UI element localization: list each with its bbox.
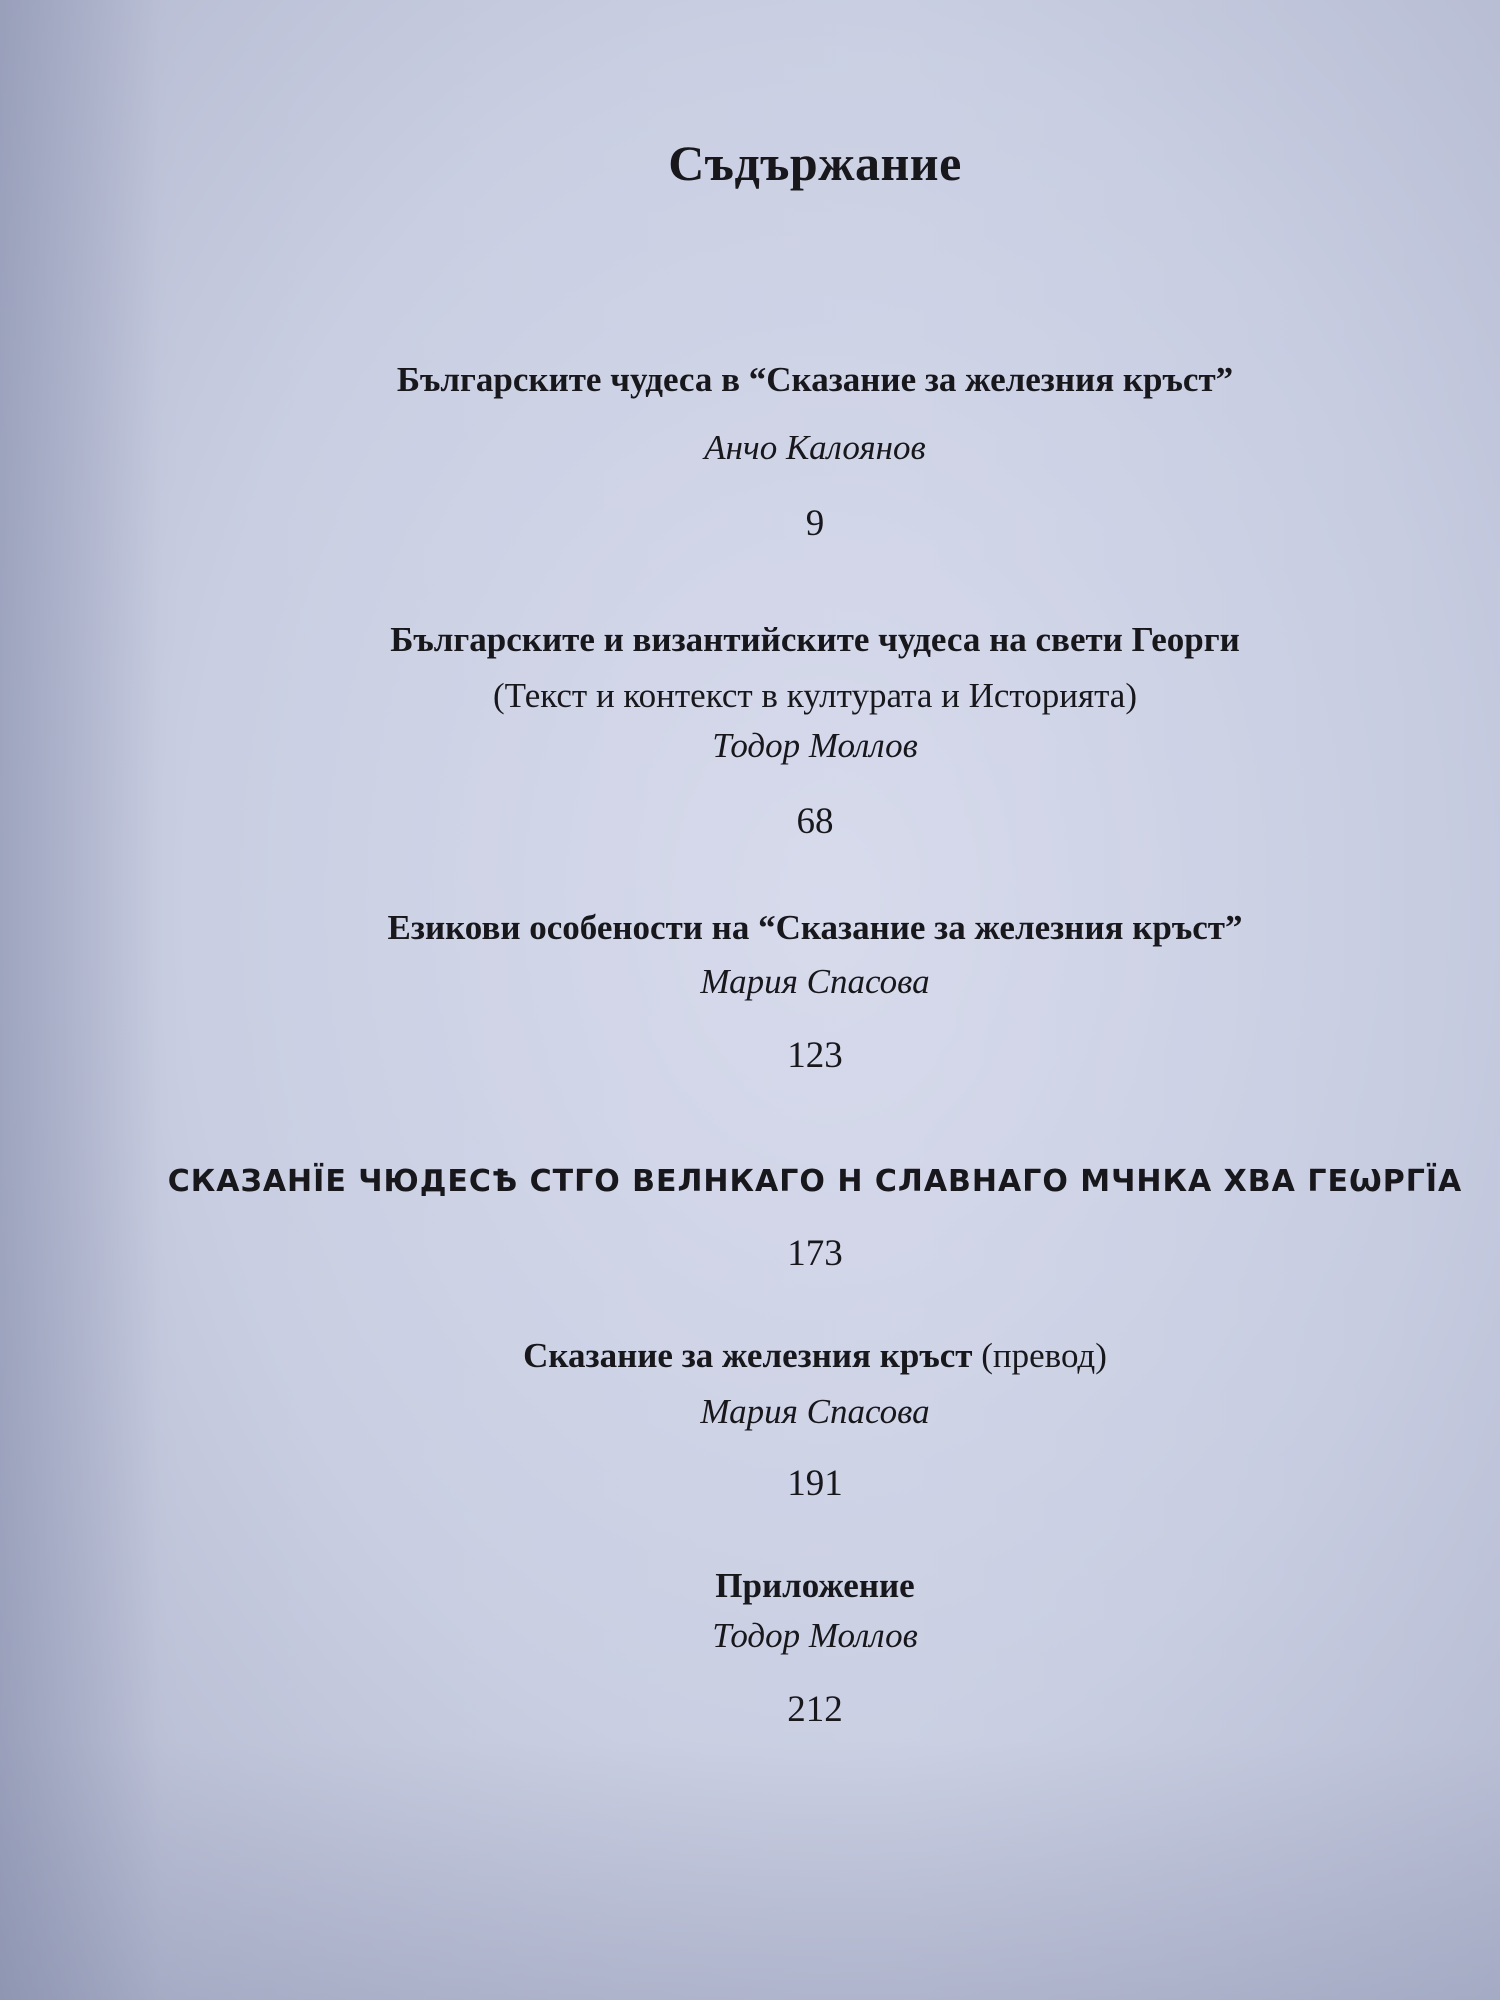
- toc-entry-5-title-line: [0, 1336, 1500, 1376]
- toc-entry-2-author: Тодор Моллов: [712, 726, 918, 765]
- toc-entry-5-title-suffix: (превод): [981, 1336, 1107, 1375]
- toc-entry-3-author: Мария Спасова: [700, 962, 930, 1001]
- page-title: Съдържание: [668, 135, 962, 191]
- toc-entry-6-author: Тодор Моллов: [712, 1616, 918, 1655]
- toc-entry-4-title: СКАЗАНЇЕ ЧЮДЕСѢ СТГО ВЕЛНКАГО Н СЛАВНАГО МЧНКА ХВА ГЕѠРГЇА: [167, 1164, 1463, 1199]
- toc-entry-3-title: Езикови особености на “Сказание за железния кръст”: [387, 908, 1243, 947]
- toc-entry-6-title: Приложение: [715, 1566, 915, 1605]
- toc-entry-2-title: Българските и византийските чудеса на свети Георги: [390, 620, 1240, 659]
- toc-entry-2-page: 68: [796, 801, 834, 842]
- toc-entry-1-page: 9: [805, 503, 825, 544]
- toc-entry-1-title: Българските чудеса в “Сказание за железния кръст”: [396, 360, 1234, 399]
- toc-entry-6-page: 212: [787, 1689, 843, 1730]
- toc-entry-1-author: Анчо Калоянов: [704, 428, 926, 467]
- toc-entry-5-author: Мария Спасова: [700, 1392, 930, 1431]
- toc-entry-4-page: 173: [787, 1233, 843, 1274]
- toc-entry-5-page: 191: [787, 1463, 843, 1504]
- toc-entry-3-page: 123: [787, 1035, 843, 1076]
- toc-entry-5-title: Сказание за железния кръст: [523, 1336, 973, 1375]
- toc-entry-2-subtitle: (Текст и контекст в културата и Историята): [493, 676, 1137, 715]
